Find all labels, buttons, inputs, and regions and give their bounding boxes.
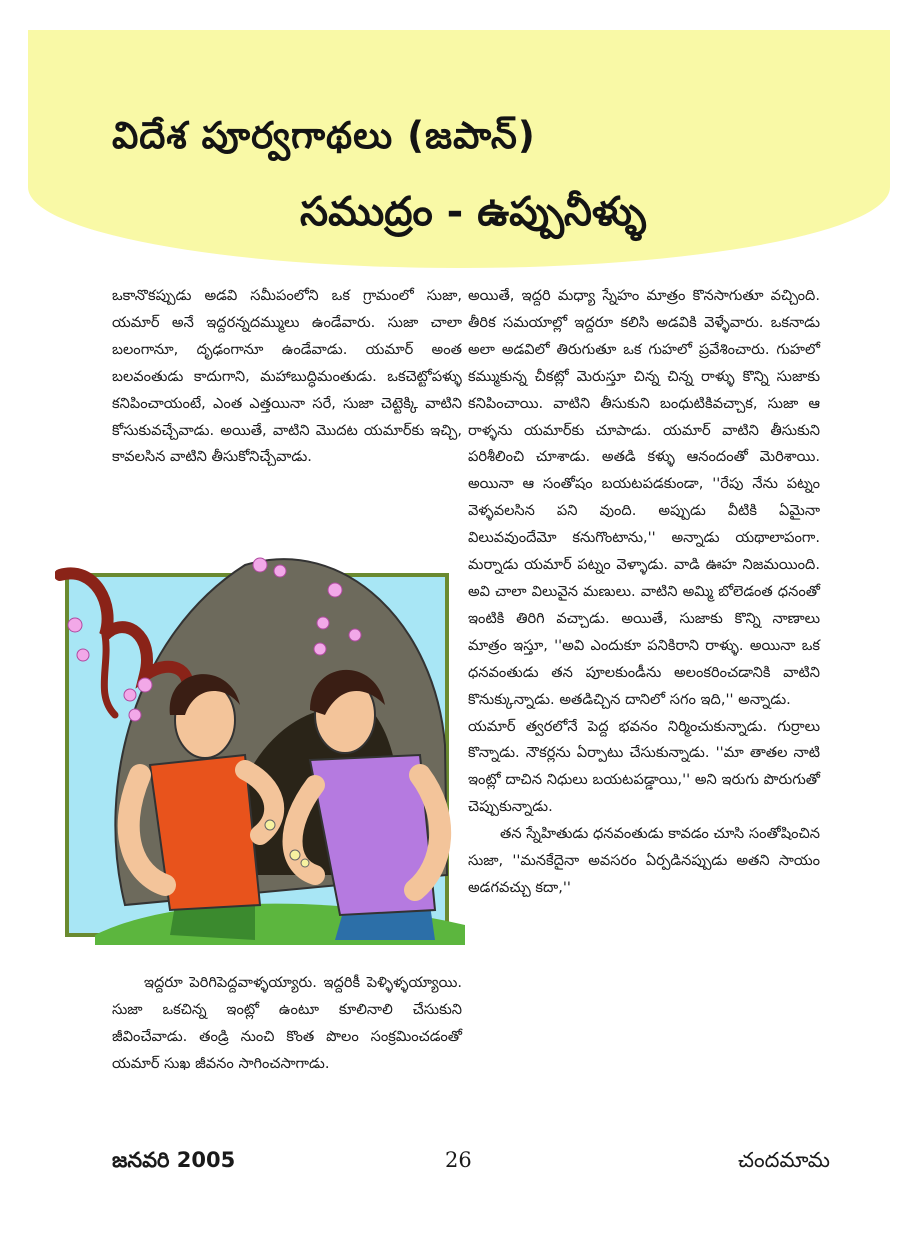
left-column-top	[112, 283, 462, 471]
issue-date: జనవరి 2005	[112, 1148, 236, 1172]
gem	[265, 820, 275, 830]
page-number: 26	[445, 1148, 472, 1172]
blossom	[328, 583, 342, 597]
blossom	[253, 558, 267, 572]
series-title: విదేశ పూర్వగాథలు (జపాన్)	[112, 114, 536, 157]
paragraph: యమార్ త్వరలోనే పెద్ద భవనం నిర్మించుకున్నాడు. గుర్రాలు కొన్నాడు. నౌకర్లను ఏర్పాటు చేసుకున్నాడు. ''మా తాతల నాటి ఇంట్లో దాచిన నిధులు బయటపడ్డాయి,'' అని ఇరుగు పొరుగుతో చెప్పుకున్నాడు.	[468, 717, 820, 816]
blossom	[129, 709, 141, 721]
blossom	[77, 649, 89, 661]
blossom	[314, 643, 326, 655]
right-column	[468, 283, 820, 902]
paragraph: అయితే, ఇద్దరి మధ్యా స్నేహం మాత్రం కొనసాగుతూ వచ్చింది. తీరిక సమయాల్లో ఇద్దరూ కలిసి అడవికి వెళ్ళేవారు. ఒకనాడు అలా అడవిలో తిరుగుతూ ఒక గుహలో ప్రవేశించారు. గుహలో కమ్ముకున్న చీకట్లో మెరుస్తూ చిన్న చిన్న రాళ్ళు కొన్ని సుజాకు కనిపించాయి. వాటిని తీసుకుని బంధుటికివచ్చాక, సుజా ఆ రాళ్ళను యమార్‌కు చూపాడు. యమార్ వాటిని తీసుకుని పరిశీలించి చూశాడు. అతడి కళ్ళు ఆనందంతో మెరిశాయి. అయినా ఆ సంతోషం బయటపడకుండా, ''రేపు నేను పట్నం వెళ్ళవలసిన పని వుంది. అప్పుడు వీటికి ఏమైనా విలువవుందేమో కనుగొంటాను,'' అన్నాడు యథాలాపంగా. మర్నాడు యమార్ పట్నం వెళ్ళాడు. వాడి ఊహ నిజమయింది. అవి చాలా విలువైన మణులు. వాటిని అమ్మి బోలెడంత ధనంతో ఇంటికి తిరిగి వచ్చాడు. అయితే, సుజాకు కొన్ని నాణాలు మాత్రం ఇస్తూ, ''అవి ఎందుకూ పనికిరాని రాళ్ళు. అయినా ఒక ధనవంతుడు తన పూలకుండీను అలంకరించడానికి వాటిని కొనుక్కున్నాడు. అతడిచ్చిన దానిలో సగం ఇది,'' అన్నాడు.	[468, 287, 820, 708]
blossom	[349, 629, 361, 641]
story-title: సముద్రం - ఉప్పునీళ్ళు	[300, 189, 647, 235]
left-column-bottom	[112, 970, 462, 1078]
paragraph: ఇద్దరూ పెరిగిపెద్దవాళ్ళయ్యారు. ఇద్దరికీ పెళ్ళిళ్ళయ్యాయి. సుజా ఒకచిన్న ఇంట్లో ఉంటూ కూలినాలి చేసుకుని జీవించేవాడు. తండ్రి నుంచి కొంత పొలం సంక్రమించడంతో యమార్ సుఖ జీవనం సాగించసాగాడు.	[112, 974, 462, 1072]
blossom	[68, 618, 82, 632]
blossom	[317, 617, 329, 629]
paragraph: తన స్నేహితుడు ధనవంతుడు కావడం చూసి సంతోషించిన సుజా, ''మనకేదైనా అవసరం ఏర్పడినప్పుడు అతని సాయం అడగవచ్చు కదా,''	[468, 825, 820, 896]
two-brothers-cave-illustration	[55, 545, 470, 965]
blossom	[138, 678, 152, 692]
blossom	[124, 689, 136, 701]
paragraph: ఒకానొకప్పుడు అడవి సమీపంలోని ఒక గ్రామంలో సుజా, యమార్ అనే ఇద్దరన్నదమ్ములు ఉండేవారు. సుజా చాలా బలంగానూ, దృఢంగానూ ఉండేవాడు. యమార్ అంత బలవంతుడు కాదుగాని, మహాబుద్ధిమంతుడు. ఒకచెట్టోపళ్ళు కనిపించాయంటే, ఎంత ఎత్తయినా సరే, సుజా చెట్టెక్కి వాటిని కోసుకువచ్చేవాడు. అయితే, వాటిని మొదట యమార్‌కు ఇచ్చి, కావలసిన వాటిని తీసుకోనిచ్చేవాడు.	[112, 287, 462, 466]
blossom	[274, 565, 286, 577]
gem	[290, 850, 300, 860]
magazine-name: చందమామ	[738, 1148, 830, 1172]
gem	[301, 859, 309, 867]
